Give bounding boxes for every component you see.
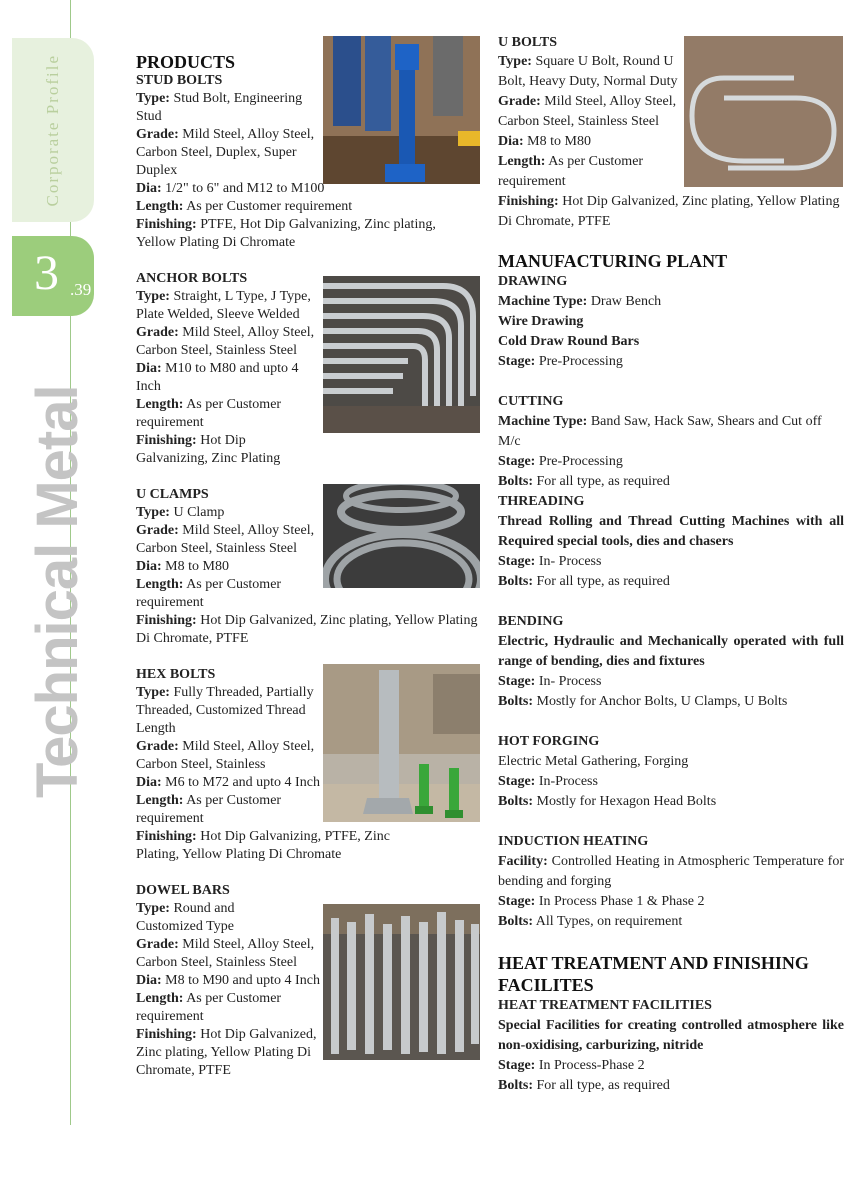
hex-bolts-photo — [323, 664, 480, 822]
hex-bolts-dia: M6 to M72 and upto 4 Inch — [165, 775, 320, 790]
section-number: 3 — [34, 244, 59, 300]
stud-bolts-grade: Mild Steel, Alloy Steel, Carbon Steel, Duplex, Super Duplex — [136, 127, 315, 178]
brand-title: Technical Metal — [25, 385, 90, 798]
hex-bolts-finishing: Hot Dip Galvanizing, PTFE, Zinc Plating, Yellow Plating Di Chromate — [136, 829, 390, 862]
u-clamps-photo — [323, 484, 480, 588]
anchor-bolts-type: Straight, L Type, J Type, Plate Welded, Sleeve Welded — [136, 289, 311, 322]
anchor-bolts-grade: Mild Steel, Alloy Steel, Carbon Steel, Stainless Steel — [136, 325, 315, 358]
bending-bolts: Mostly for Anchor Bolts, U Clamps, U Bolts — [536, 694, 788, 709]
dowel-bars-type: Round and Customized Type — [136, 901, 235, 934]
u-clamps-type: U Clamp — [173, 505, 225, 520]
section-number-tab — [12, 236, 94, 316]
cutting-stage: Pre-Processing — [538, 454, 623, 469]
hot-forging-desc: Electric Metal Gathering, Forging — [498, 754, 689, 769]
right-column: U BOLTS Type: Square U Bolt, Round U Bolt, Heavy Duty, Normal Duty Grade: Mild Steel, Alloy Steel, Carbon Steel, Stainless Steel Dia: M8 to M80 Length: As per Customer requirement Finishing: Hot Dip Galvanized, Zinc plating, Yellow Plating Di Chromate, PTFE MANUFACTURING PLANT DRAWING Machine Type: Draw Bench Wire Drawing Cold Draw Round Bars Stage: Pre-Processing CUTTING Machine Type: Band Saw, Hack Saw, Shears and Cut off M/c Stage: Pre-Processing Bolts: For all type, as required THREADING Thread Rolling and Thread Cutting Machines with all Required special tools, dies and chasers Stage: In- Process Bolts: For all type, as required BENDING Electric, Hydraulic and Mechanically operated with full range of bending, dies and fixtures Stage: In- Process Bolts: Mostly for Anchor Bolts, U Clamps, U Bolts HOT FORGING Electric Metal Gathering, Forging Stage: In-Process Bolts: Mostly for Hexagon Head Bolts INDUCTION HEATING Facility: Controlled Heating in Atmospheric Temperature for bending and forging Stage: In Process Phase 1 & Phase 2 Bolts: All Types, on requirement HEAT TREATMENT AND FINISHING FACILITES HEAT TREATMENT FACILITIES Special Facilities for creating controlled atmosphere like non-oxidising, carburizing, nitride Stage: In Process-Phase 2 Bolts: For all type, as required — [498, 35, 845, 1093]
heat-treatment-stage: In Process-Phase 2 — [538, 1058, 645, 1073]
stud-bolts-title: STUD BOLTS — [136, 73, 223, 88]
hot-forging-title: HOT FORGING — [498, 734, 600, 749]
anchor-bolts-finishing: Hot Dip Galvanizing, Zinc Plating — [136, 433, 281, 466]
dowel-bars-dia: M8 to M90 and upto 4 Inch — [165, 973, 320, 988]
threading-title: THREADING — [498, 494, 585, 509]
hex-bolts-grade: Mild Steel, Alloy Steel, Carbon Steel, Stainless — [136, 739, 315, 772]
anchor-bolts-photo — [323, 276, 480, 433]
threading-stage: In- Process — [538, 554, 602, 569]
u-bolts-length: As per Customer requirement — [498, 154, 644, 189]
dowel-bars-finishing: Hot Dip Galvanized, Zinc plating, Yellow Plating Di Chromate, PTFE — [136, 1027, 317, 1078]
bending-stage: In- Process — [538, 674, 602, 689]
u-clamps-length: As per Customer requirement — [136, 577, 282, 610]
u-bolts-finishing: Hot Dip Galvanized, Zinc plating, Yellow Plating Di Chromate, PTFE — [498, 194, 840, 229]
u-clamps-title: U CLAMPS — [136, 487, 209, 502]
u-bolts-dia: M8 to M80 — [527, 134, 591, 149]
u-clamps-dia: M8 to M80 — [165, 559, 229, 574]
page-number: .39 — [70, 280, 92, 299]
stud-bolts-type: Stud Bolt, Engineering Stud — [136, 91, 303, 124]
heat-treatment-heading: HEAT TREATMENT AND FINISHING FACILITES — [498, 953, 809, 995]
products-heading: PRODUCTS — [136, 52, 236, 72]
hot-forging-bolts: Mostly for Hexagon Head Bolts — [536, 794, 717, 809]
cutting-bolts: For all type, as required — [536, 474, 670, 489]
heat-treatment-subtitle: HEAT TREATMENT FACILITIES — [498, 998, 712, 1013]
drawing-machine: Draw Bench — [590, 294, 662, 309]
hex-bolts-length: As per Customer requirement — [136, 793, 282, 826]
heat-treatment-desc: Special Facilities for creating controlled atmosphere like non-oxidising, carburizing, nitride — [498, 1018, 844, 1053]
bending-title: BENDING — [498, 614, 564, 629]
threading-desc: Thread Rolling and Thread Cutting Machines with all Required special tools, dies and chasers — [498, 514, 844, 549]
stud-bolts-finishing: PTFE, Hot Dip Galvanizing, Zinc plating, Yellow Plating Di Chromate — [136, 217, 436, 250]
induction-facility: Controlled Heating in Atmospheric Temperature for bending and forging — [498, 854, 845, 889]
hot-forging-stage: In-Process — [538, 774, 598, 789]
stud-bolt-photo — [323, 36, 480, 184]
stud-bolts-dia: 1/2" to 6" and M12 to M100 — [165, 181, 325, 196]
drawing-stage: Pre-Processing — [538, 354, 623, 369]
heat-treatment-bolts: For all type, as required — [536, 1078, 670, 1093]
corporate-profile-label: Corporate Profile — [43, 53, 62, 207]
induction-bolts: All Types, on requirement — [535, 914, 683, 929]
drawing-title: DRAWING — [498, 274, 568, 289]
cutting-title: CUTTING — [498, 394, 564, 409]
threading-bolts: For all type, as required — [536, 574, 670, 589]
induction-stage: In Process Phase 1 & Phase 2 — [538, 894, 705, 909]
hex-bolts-title: HEX BOLTS — [136, 667, 216, 682]
drawing-line1: Wire Drawing — [498, 314, 584, 329]
u-clamps-finishing: Hot Dip Galvanized, Zinc plating, Yellow Plating Di Chromate, PTFE — [136, 613, 478, 646]
cutting-machine: Band Saw, Hack Saw, Shears and Cut off M/c — [498, 414, 822, 449]
anchor-bolts-length: As per Customer requirement — [136, 397, 282, 430]
anchor-bolts-dia: M10 to M80 and upto 4 Inch — [136, 361, 299, 394]
manufacturing-heading: MANUFACTURING PLANT — [498, 251, 728, 271]
u-bolts-title: U BOLTS — [498, 35, 558, 50]
bending-desc: Electric, Hydraulic and Mechanically operated with full range of bending, dies and fixtures — [498, 634, 844, 669]
induction-heating-title: INDUCTION HEATING — [498, 834, 649, 849]
dowel-bars-grade: Mild Steel, Alloy Steel, Carbon Steel, Stainless Steel — [136, 937, 315, 970]
dowel-bars-length: As per Customer requirement — [136, 991, 282, 1024]
products-column: PRODUCTS STUD BOLTS Type: Stud Bolt, Engineering Stud Grade: Mild Steel, Alloy Steel, Carbon Steel, Duplex, Super Duplex Dia: 1/2" to 6" and M12 to M100 Length: As per Customer requirement Finishing: PTFE, Hot Dip Galvanizing, Zinc plating, Yellow Plating Di Chromate ANCHOR BOLTS Type: Straight, L Type, J Type, Plate Welded, Sleeve Welded Grade: Mild Steel, Alloy Steel, Carbon Steel, Stainless Steel Dia: M10 to M80 and upto 4 Inch Length: As per Customer requirement Finishing: Hot Dip Galvanizing, Zinc Plating U CLAMPS Type: U Clamp Grade: Mild Steel, Alloy Steel, Carbon Steel, Stainless Steel Dia: M8 to M80 Length: As per Customer requirement Finishing: Hot Dip Galvanized, Zinc plating, Yellow Plating Di Chromate, PTFE HEX BOLTS Type: Fully Threaded, Partially Threaded, Customized Thread Length Grade: Mild Steel, Alloy Steel, Carbon Steel, Stainless Dia: M6 to M72 and upto 4 Inch Length: As per Customer requirement Finishing: Hot Dip Galvanizing, PTFE, Zinc Plating, Yellow Plating Di Chromate DOWEL BARS Type: Round and Customized Type Grade: Mild Steel, Alloy Steel, Carbon Steel, Stainless Steel Dia: M8 to M90 and upto 4 Inch Length: As per Customer requirement Finishing: Hot Dip Galvanized, Zinc plating, Yellow Plating Di Chromate, PTFE — [136, 52, 478, 1078]
drawing-line2: Cold Draw Round Bars — [498, 334, 640, 349]
u-clamps-grade: Mild Steel, Alloy Steel, Carbon Steel, Stainless Steel — [136, 523, 315, 556]
u-bolts-type: Square U Bolt, Round U Bolt, Heavy Duty, Normal Duty — [498, 54, 678, 89]
dowel-bars-photo — [323, 904, 480, 1060]
hex-bolts-type: Fully Threaded, Partially Threaded, Customized Thread Length — [136, 685, 314, 736]
anchor-bolts-title: ANCHOR BOLTS — [136, 271, 248, 286]
stud-bolts-length: As per Customer requirement — [186, 199, 353, 214]
dowel-bars-title: DOWEL BARS — [136, 883, 230, 898]
u-bolts-grade: Mild Steel, Alloy Steel, Carbon Steel, Stainless Steel — [498, 94, 677, 129]
